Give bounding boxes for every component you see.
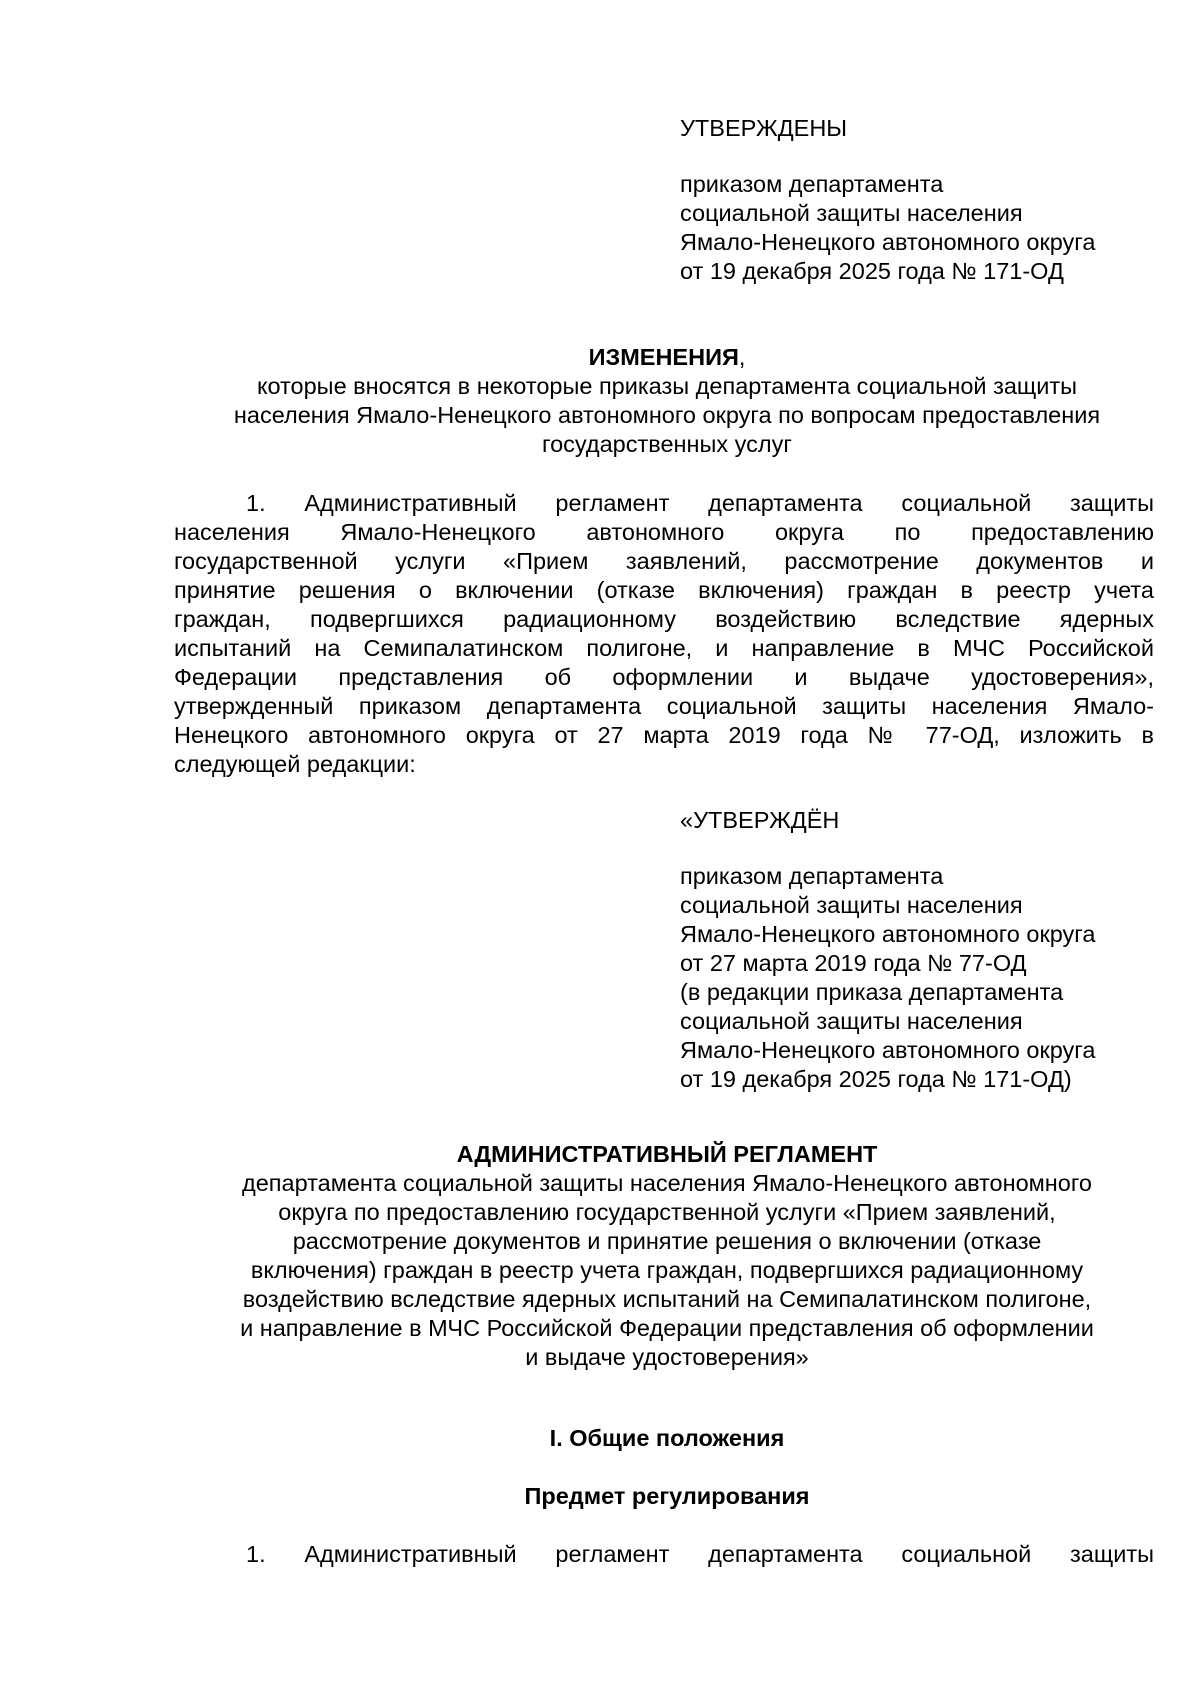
approval-quoted-title: «УТВЕРЖДЁН bbox=[680, 807, 840, 833]
regulation-subtitle-line: и направление в МЧС Российской Федерации представления об оформлении bbox=[240, 1315, 1094, 1341]
paragraph-line: граждан, подвергшихся радиационному воздействию вследствие ядерных bbox=[174, 606, 1154, 632]
section-1-paragraph bbox=[174, 1540, 1154, 1569]
changes-heading bbox=[172, 343, 1162, 459]
item-1-paragraph bbox=[174, 489, 1154, 779]
changes-title-suffix: , bbox=[738, 344, 746, 370]
approval-quoted-line: Ямало-Ненецкого автономного округа bbox=[680, 1037, 1096, 1063]
section-1-heading bbox=[172, 1424, 1162, 1453]
approval-quoted-line: (в редакции приказа департамента bbox=[680, 979, 1064, 1005]
approval-line: от 19 декабря 2025 года № 171-ОД bbox=[680, 258, 1064, 284]
paragraph-line: Ненецкого автономного округа от 27 марта 2019 года № 77-ОД, изложить в bbox=[174, 722, 1154, 748]
paragraph-line: следующей редакции: bbox=[174, 751, 416, 777]
approval-line: Ямало-Ненецкого автономного округа bbox=[680, 229, 1096, 255]
paragraph-line: населения Ямало-Ненецкого автономного округа по предоставлению bbox=[174, 519, 1154, 545]
approval-line: социальной защиты населения bbox=[680, 200, 1023, 226]
paragraph-line: государственной услуги «Прием заявлений, рассмотрение документов и bbox=[174, 548, 1154, 574]
approval-header bbox=[680, 114, 1160, 286]
regulation-subtitle-line: воздействию вследствие ядерных испытаний на Семипалатинском полигоне, bbox=[242, 1286, 1092, 1312]
approval-quoted-line: Ямало-Ненецкого автономного округа bbox=[680, 921, 1096, 947]
paragraph-line: 1. Административный регламент департамента социальной защиты bbox=[246, 1541, 1154, 1567]
changes-subtitle-line: населения Ямало-Ненецкого автономного округа по вопросам предоставления bbox=[233, 402, 1101, 428]
section-title: I. Общие положения bbox=[549, 1425, 785, 1451]
regulation-subtitle-line: округа по предоставлению государственной услуги «Прием заявлений, bbox=[278, 1199, 1056, 1225]
regulation-subtitle-line: департамента социальной защиты населения Ямало-Ненецкого автономного bbox=[242, 1170, 1092, 1196]
changes-subtitle-line: государственных услуг bbox=[542, 431, 792, 457]
approval-quoted bbox=[680, 806, 1160, 1094]
regulation-subtitle-line: и выдаче удостоверения» bbox=[525, 1344, 809, 1370]
regulation-heading bbox=[172, 1140, 1162, 1372]
changes-title: ИЗМЕНЕНИЯ bbox=[588, 344, 739, 370]
approval-quoted-line: от 27 марта 2019 года № 77-ОД bbox=[680, 950, 1027, 976]
approval-line: приказом департамента bbox=[680, 171, 944, 197]
approval-quoted-line: приказом департамента bbox=[680, 863, 944, 889]
subsection-heading bbox=[172, 1482, 1162, 1511]
regulation-title: АДМИНИСТРАТИВНЫЙ РЕГЛАМЕНТ bbox=[456, 1141, 878, 1167]
approval-quoted-line: социальной защиты населения bbox=[680, 1008, 1023, 1034]
paragraph-line: 1. Административный регламент департамента социальной защиты bbox=[246, 490, 1154, 516]
changes-subtitle-line: которые вносятся в некоторые приказы департамента социальной защиты bbox=[256, 373, 1078, 399]
paragraph-line: Федерации представления об оформлении и выдаче удостоверения», bbox=[174, 664, 1154, 690]
regulation-subtitle-line: включения) граждан в реестр учета граждан, подвергшихся радиационному bbox=[250, 1257, 1084, 1283]
approval-quoted-line: от 19 декабря 2025 года № 171-ОД) bbox=[680, 1066, 1072, 1092]
paragraph-line: испытаний на Семипалатинском полигоне, и направление в МЧС Российской bbox=[174, 635, 1154, 661]
approval-quoted-line: социальной защиты населения bbox=[680, 892, 1023, 918]
paragraph-line: принятие решения о включении (отказе включения) граждан в реестр учета bbox=[174, 577, 1154, 603]
paragraph-line: утвержденный приказом департамента социальной защиты населения Ямало- bbox=[174, 693, 1154, 719]
subsection-title: Предмет регулирования bbox=[524, 1483, 810, 1509]
regulation-subtitle-line: рассмотрение документов и принятие решения о включении (отказе bbox=[292, 1228, 1042, 1254]
approval-title: УТВЕРЖДЕНЫ bbox=[680, 115, 848, 141]
